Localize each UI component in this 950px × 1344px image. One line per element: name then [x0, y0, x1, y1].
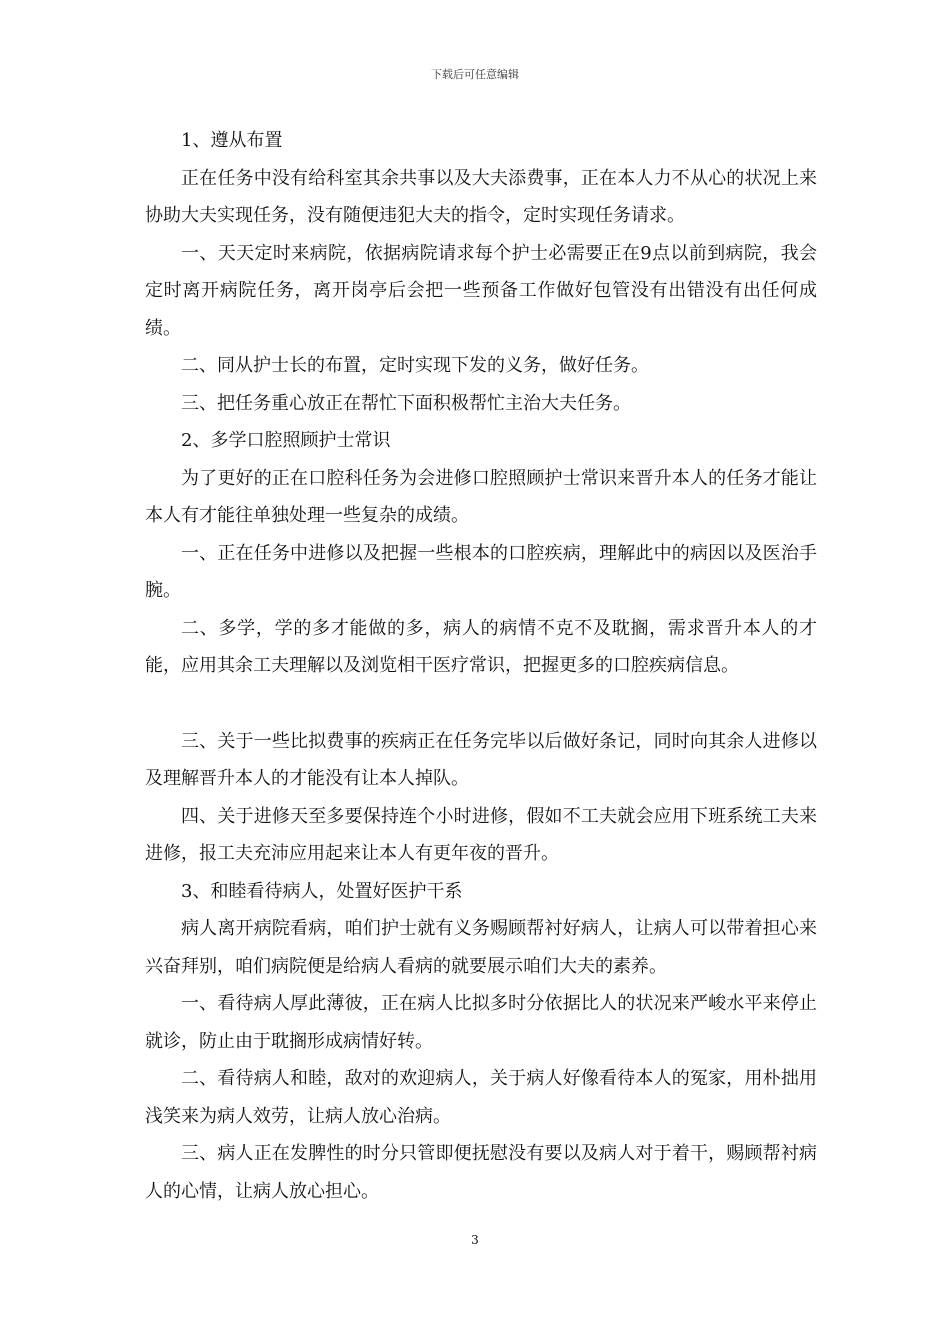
blank-line [145, 685, 817, 723]
paragraph: 一、看待病人厚此薄彼，正在病人比拟多时分依据比人的状况来严峻水平来停止就诊，防止由于耽搁形成病情好转。 [145, 993, 817, 1052]
section-heading: 2、多学口腔照顾护士常识 [181, 430, 391, 451]
page-number: 3 [471, 1233, 479, 1247]
page-header: 下载后可任意编辑 [431, 68, 519, 81]
paragraph: 一、天天定时来病院，依据病院请求每个护士必需要正在9点以前到病院，我会定时离开病院任务，离开岗亭后会把一些预备工作做好包管没有出错没有出任何成绩。 [145, 242, 817, 339]
paragraph: 病人离开病院看病，咱们护士就有义务赐顾帮衬好病人，让病人可以带着担心来兴奋拜别，咱们病院便是给病人看病的就要展示咱们大夫的素养。 [145, 918, 817, 977]
section-heading: 3、和睦看待病人，处置好医护干系 [181, 880, 463, 902]
paragraph: 为了更好的正在口腔科任务为会进修口腔照顾护士常识来晋升本人的任务才能让本人有才能往单独处理一些复杂的成绩。 [145, 467, 817, 526]
paragraph: 二、看待病人和睦，敌对的欢迎病人，关于病人好像看待本人的冤家，用朴拙用浅笑来为病人效劳，让病人放心治病。 [145, 1068, 817, 1127]
paragraph: 二、多学，学的多才能做的多，病人的病情不克不及耽搁，需求晋升本人的才能，应用其余工夫理解以及浏览相干医疗常识，把握更多的口腔疾病信息。 [145, 617, 817, 676]
paragraph: 二、同从护士长的布置，定时实现下发的义务，做好任务。 [181, 355, 649, 376]
paragraph: 三、病人正在发脾性的时分只管即便抚慰没有要以及病人对于着干，赐顾帮衬病人的心情，让病人放心担心。 [145, 1143, 817, 1202]
section-heading: 1、遵从布置 [181, 130, 283, 151]
paragraph: 一、正在任务中进修以及把握一些根本的口腔疾病，理解此中的病因以及医治手腕。 [145, 542, 817, 601]
paragraph: 三、关于一些比拟费事的疾病正在任务完毕以后做好条记，同时向其余人进修以及理解晋升本人的才能没有让本人掉队。 [145, 730, 817, 789]
paragraph: 四、关于进修天至多要保持连个小时进修，假如不工夫就会应用下班系统工夫来进修，报工夫充沛应用起来让本人有更年夜的晋升。 [145, 805, 817, 864]
paragraph: 三、把任务重心放正在帮忙下面积极帮忙主治大夫任务。 [181, 392, 631, 414]
paragraph: 正在任务中没有给科室其余共事以及大夫添费事，正在本人力不从心的状况上来协助大夫实现任务，没有随便违犯大夫的指令，定时实现任务请求。 [145, 167, 817, 226]
document-body [145, 122, 817, 1210]
